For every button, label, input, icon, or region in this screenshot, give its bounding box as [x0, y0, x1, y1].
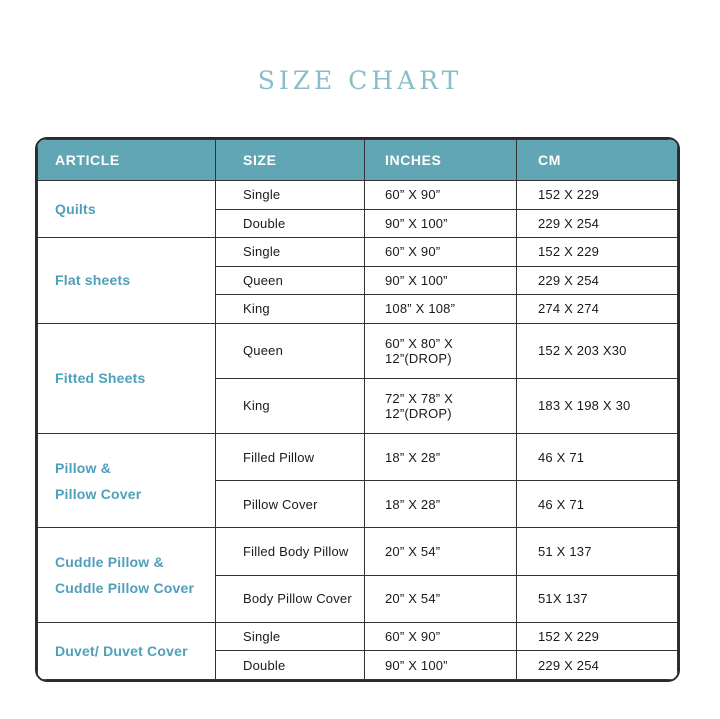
cm-cell: 46 X 71: [517, 481, 678, 528]
table-row: [38, 181, 678, 210]
inches-cell: 20” X 54”: [365, 575, 517, 622]
inches-cell: 60” X 90”: [365, 238, 517, 267]
article-cell: [38, 323, 216, 433]
inches-cell: 20” X 54”: [365, 528, 517, 575]
cm-cell: 51X 137: [517, 575, 678, 622]
inches-cell: 90” X 100”: [365, 209, 517, 238]
cm-cell: 46 X 71: [517, 433, 678, 480]
inches-cell: 108” X 108”: [365, 295, 517, 324]
inches-cell: 60” X 90”: [365, 181, 517, 210]
page-title: SIZE CHART: [257, 66, 463, 95]
size-cell: Single: [216, 622, 365, 651]
article-cell: [38, 528, 216, 622]
column-header-article: ARTICLE: [38, 140, 216, 181]
size-cell: Single: [216, 238, 365, 267]
inches-cell: 90” X 100”: [365, 266, 517, 295]
column-header-inches: INCHES: [365, 140, 517, 181]
table-row: [38, 622, 678, 651]
article-label-line2: Pillow Cover: [55, 485, 142, 502]
cm-cell: 152 X 229: [517, 238, 678, 267]
size-cell: Single: [216, 181, 365, 210]
article-label: Cuddle Pillow &: [55, 554, 164, 571]
column-header-size: SIZE: [216, 140, 365, 181]
header-row: [38, 140, 678, 181]
cm-cell: 229 X 254: [517, 266, 678, 295]
table-row: [38, 238, 678, 267]
cm-cell: 183 X 198 X 30: [517, 378, 678, 433]
article-label: Quilts: [55, 201, 96, 217]
cm-cell: 274 X 274: [517, 295, 678, 324]
inches-cell: 60” X 80” X 12”(DROP): [365, 323, 517, 378]
cm-cell: 152 X 229: [517, 181, 678, 210]
size-cell: Filled Pillow: [216, 433, 365, 480]
table-row: [38, 433, 678, 480]
article-label: Duvet/ Duvet Cover: [55, 642, 188, 659]
size-chart: [37, 139, 678, 680]
cm-cell: 229 X 254: [517, 209, 678, 238]
inches-cell: 18” X 28”: [365, 481, 517, 528]
article-cell: [38, 433, 216, 527]
size-cell: Filled Body Pillow: [216, 528, 365, 575]
inches-cell: 72” X 78” X 12”(DROP): [365, 378, 517, 433]
column-header-cm: CM: [517, 140, 678, 181]
cm-cell: 152 X 229: [517, 622, 678, 651]
size-cell: Body Pillow Cover: [216, 575, 365, 622]
size-chart-table: [35, 137, 680, 682]
size-cell: King: [216, 378, 365, 433]
cm-cell: 51 X 137: [517, 528, 678, 575]
size-cell: Pillow Cover: [216, 481, 365, 528]
article-label: Fitted Sheets: [55, 370, 146, 387]
article-cell: [38, 238, 216, 324]
size-cell: King: [216, 295, 365, 324]
table-row: [38, 323, 678, 378]
size-cell: Queen: [216, 266, 365, 295]
table-row: [38, 528, 678, 575]
inches-cell: 18” X 28”: [365, 433, 517, 480]
article-label: Flat sheets: [55, 272, 131, 289]
cm-cell: 229 X 254: [517, 651, 678, 680]
inches-cell: 90” X 100”: [365, 651, 517, 680]
article-label: Pillow &: [55, 459, 112, 476]
size-cell: Double: [216, 651, 365, 680]
size-cell: Double: [216, 209, 365, 238]
article-label-line2: Cuddle Pillow Cover: [55, 580, 195, 597]
inches-cell: 60” X 90”: [365, 622, 517, 651]
size-cell: Queen: [216, 323, 365, 378]
article-cell: [38, 622, 216, 679]
cm-cell: 152 X 203 X30: [517, 323, 678, 378]
article-cell: [38, 181, 216, 238]
